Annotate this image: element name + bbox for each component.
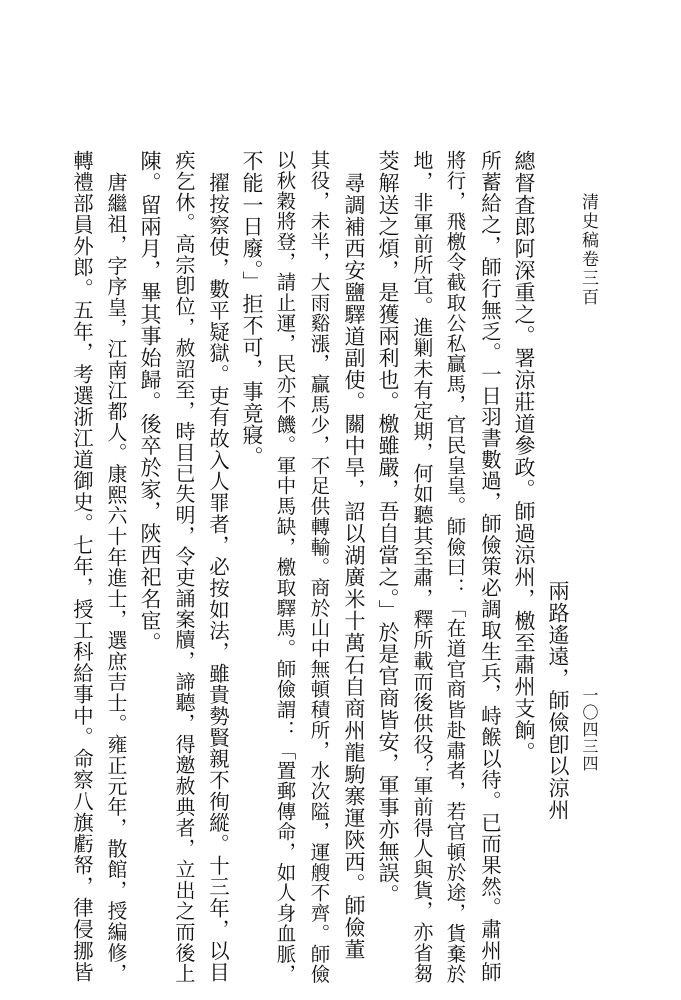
text-column: 以秋穀將登，請止運，民亦不饑。軍中馬缺，檄取驛馬。師儉謂：「置郵傳命，如人身血脈， <box>273 150 297 985</box>
text-column: 唐繼祖，字序皇，江南江都人。康熙六十年進士，選庶吉士。雍正元年，散館，授編修， <box>103 172 127 984</box>
text-column: 轉禮部員外郎。五年，考選浙江道御史。七年，授工科給事中。命察八旗虧帑，律侵挪皆 <box>69 150 94 983</box>
text-column: 總督査郎阿深重之。署涼莊道參政。師過涼州，檄至肅州支餉。 <box>512 150 536 764</box>
text-column: 陳。留兩月，畢其事始歸。後卒於家，陝西祀名宦。 <box>138 150 162 654</box>
text-column: 兩路遙遠，師儉卽以涼州 <box>546 580 570 821</box>
text-column: 不能一日廢。」拒不可，事竟寢。 <box>240 150 264 468</box>
page-number: 一〇四三四 <box>580 687 599 772</box>
text-column: 地，非軍前所宜。進剿未有定期，何如聽其至肅，釋所載而後供役？軍前得人與貨，亦省芻 <box>409 150 434 984</box>
text-column: 疾乞休。高宗卽位，赦詔至，時目已失明，令吏誦案牘，諦聽，得邀赦典者，立出之而後上 <box>171 150 196 984</box>
text-column: 將行，飛檄令截取公私贏馬，官民皇皇。師儉曰：「在道官商皆赴肅者，若官頓於途，貨棄於 <box>443 150 467 985</box>
text-column: 茭解送之煩，是獲兩利也。檄雖嚴，吾自當之。」於是官商皆安，軍事亦無誤。 <box>376 150 400 906</box>
book-title: 清史稿卷三百 <box>578 193 598 307</box>
text-column: 擢按察使，數平疑獄。吏有故入人罪者，必按如法，雖貴勢賢親不徇縱。十三年，以目 <box>205 172 230 983</box>
text-column: 其役，未半，大雨谿漲，贏馬少，不足供轉輸。商於山中無頓積所，水次隘，運艘不齊。師儉 <box>307 150 331 985</box>
text-column: 所蓄給之，師行無乏。一日羽書數過，師儉策必調取生兵，峙餱以待。已而果然。肅州師 <box>477 150 502 983</box>
text-column: 尋調補西安鹽驛道副使。關中旱，詔以湖廣米十萬石自商州龍駒寨運陝西。師儉董 <box>342 172 366 961</box>
